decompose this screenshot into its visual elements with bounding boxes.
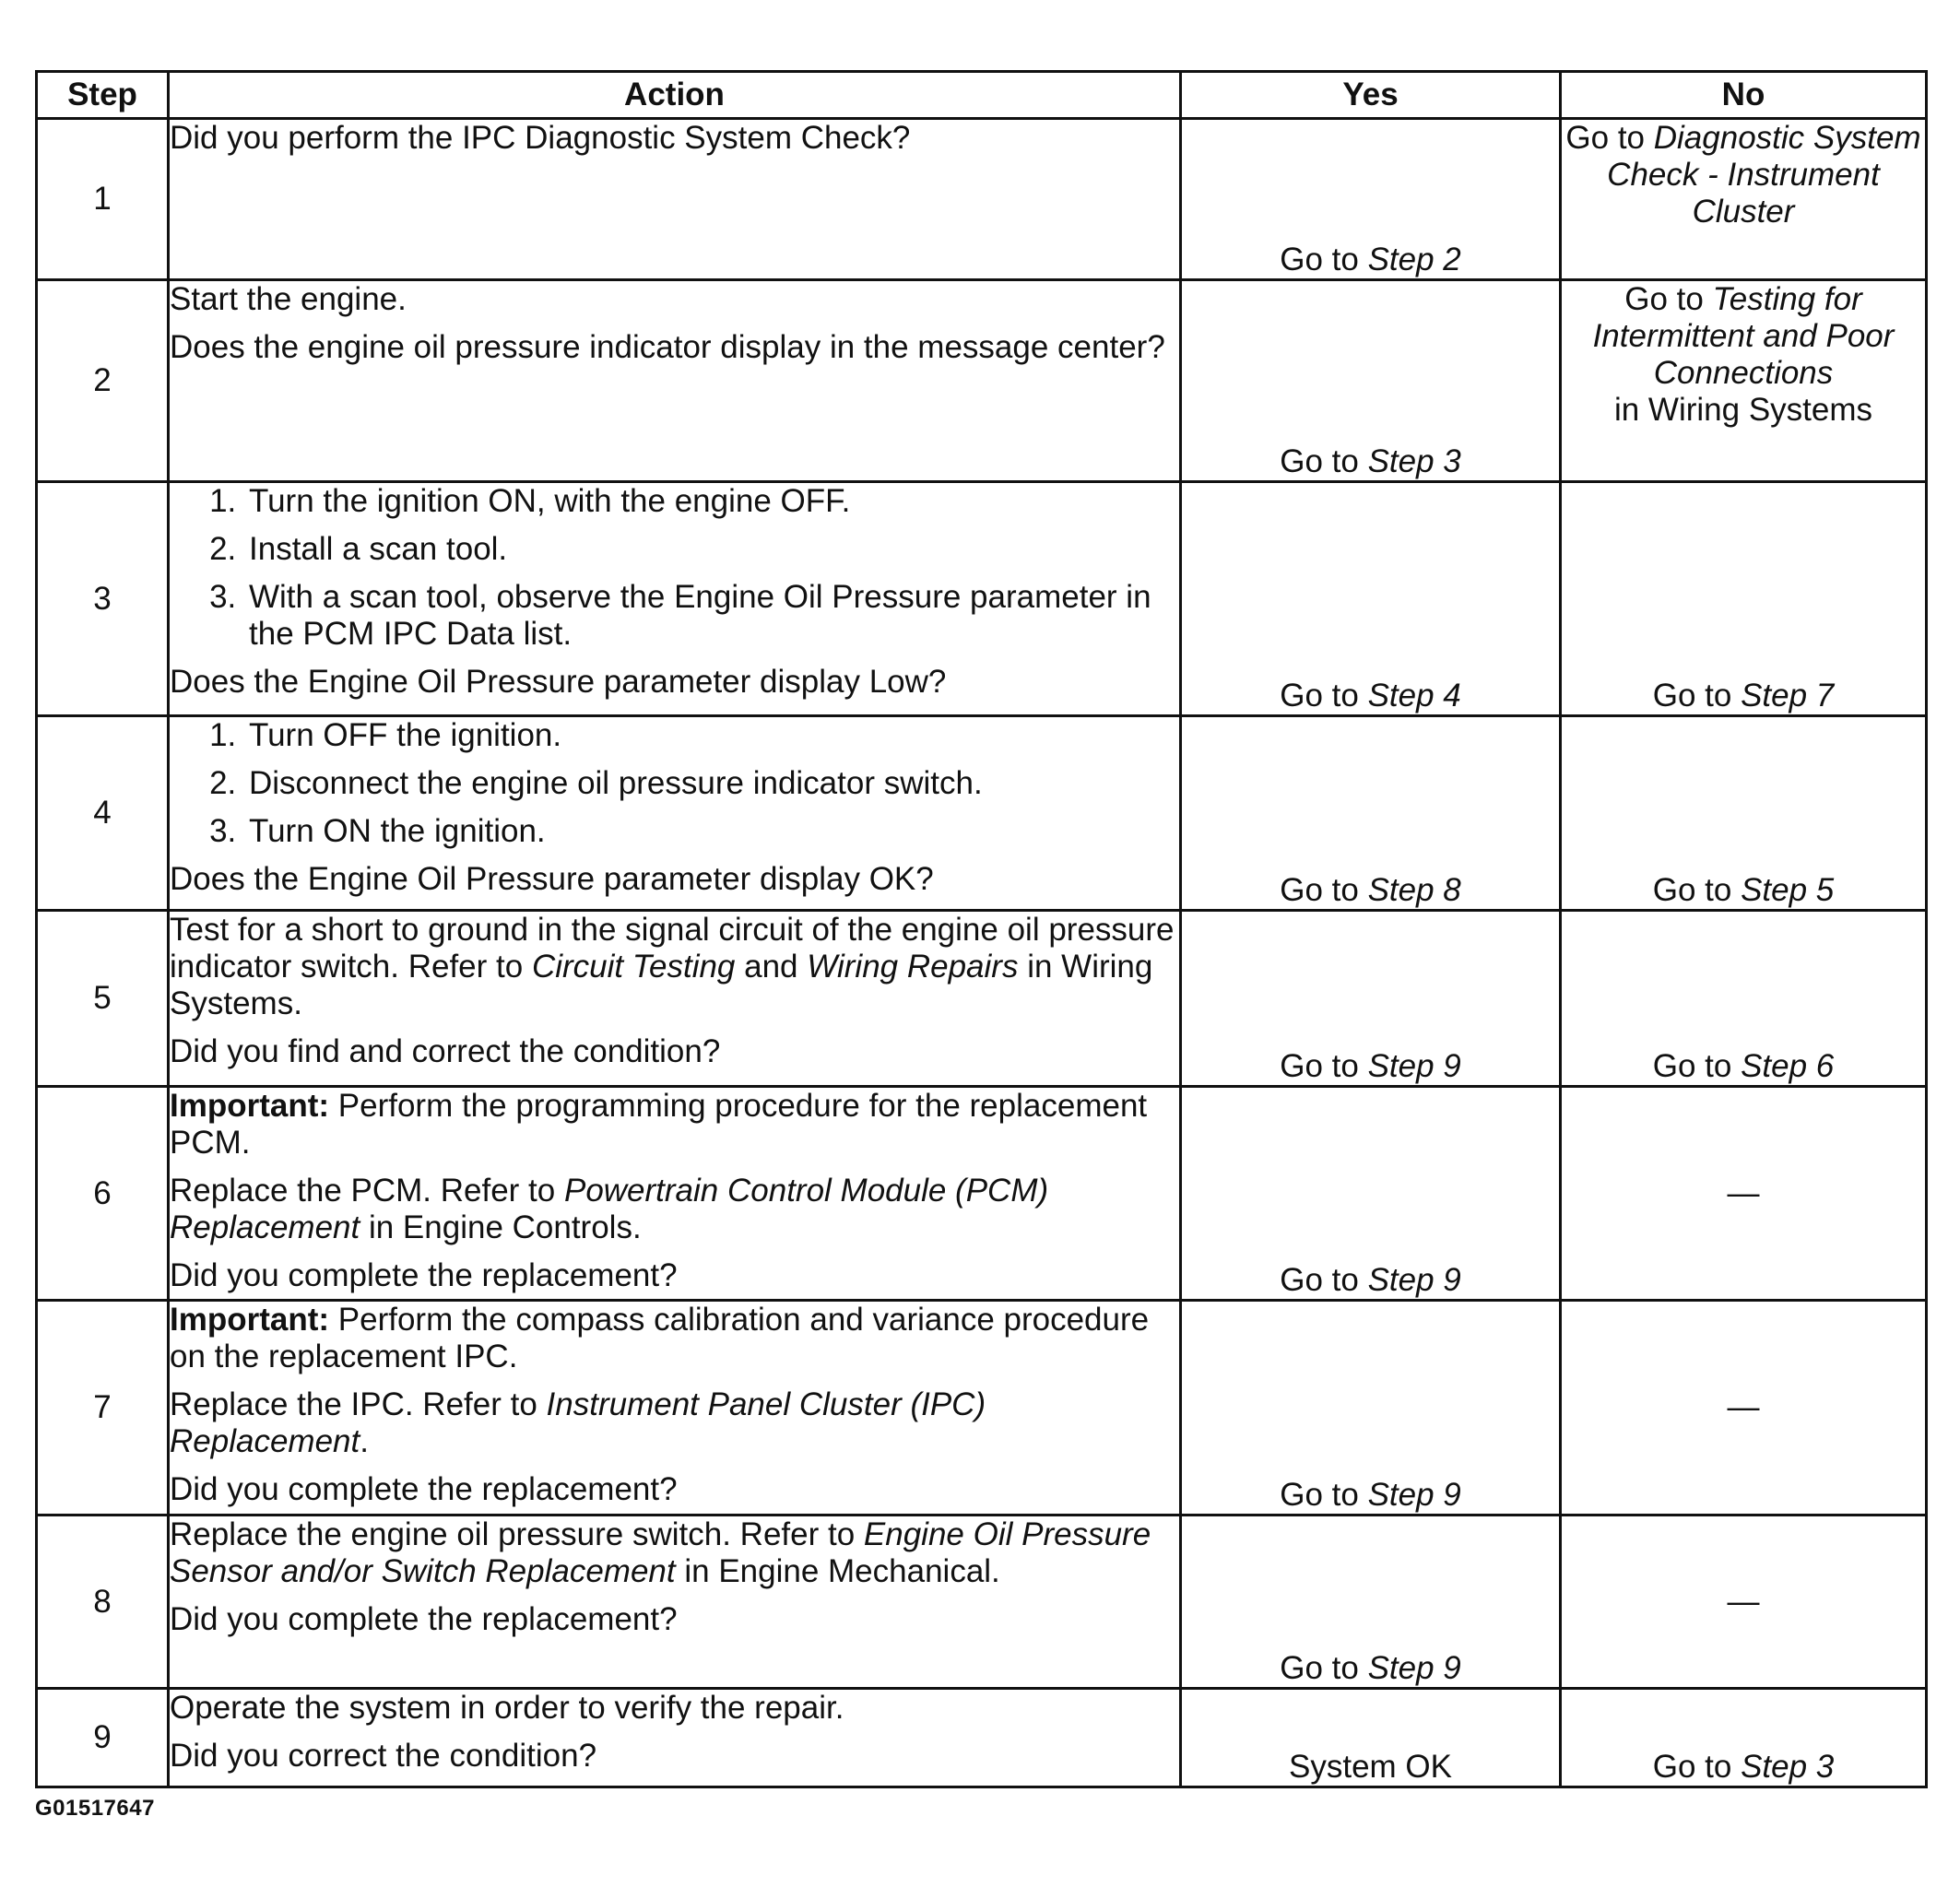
no-step-ref: Step 6	[1741, 1048, 1835, 1084]
substep-item: 3. With a scan tool, observe the Engine Oil Pressure parameter in the PCM IPC Data list.	[245, 579, 1179, 653]
text-run: in Engine Controls.	[360, 1209, 642, 1245]
action-cell	[169, 1087, 1181, 1301]
action-question: Does the Engine Oil Pressure parameter display Low?	[170, 664, 947, 700]
yes-prefix: Go to	[1280, 1650, 1368, 1686]
no-step-ref: Step 3	[1741, 1749, 1835, 1785]
substep-item: 2. Disconnect the engine oil pressure indicator switch.	[245, 765, 1179, 802]
yes-prefix: Go to	[1280, 443, 1368, 479]
step-number: 7	[37, 1301, 169, 1515]
yes-prefix: Go to	[1280, 872, 1368, 908]
no-prefix: Go to	[1652, 872, 1742, 908]
table-row	[37, 1087, 1927, 1301]
text-run: Replace the engine oil pressure switch. Refer to	[170, 1516, 864, 1552]
no-cell	[1561, 482, 1927, 716]
yes-step-ref: Step 2	[1367, 242, 1461, 277]
table-row	[37, 482, 1927, 716]
yes-cell	[1181, 280, 1561, 482]
action-question: Does the engine oil pressure indicator display in the message center?	[170, 329, 1165, 365]
action-question: Does the Engine Oil Pressure parameter display OK?	[170, 861, 934, 897]
yes-step-ref: Step 3	[1367, 443, 1461, 479]
yes-step-ref: Step 9	[1367, 1262, 1461, 1298]
action-text: Operate the system in order to verify the repair.	[170, 1690, 844, 1726]
no-step-ref: Step 5	[1741, 872, 1835, 908]
yes-cell	[1181, 1087, 1561, 1301]
step-number: 3	[37, 482, 169, 716]
reference-link: Instrument Panel Cluster (IPC) Replacement	[170, 1386, 986, 1459]
action-text	[170, 1516, 1179, 1590]
yes-cell	[1181, 911, 1561, 1087]
action-cell	[169, 280, 1181, 482]
action-cell	[169, 1515, 1181, 1689]
table-row	[37, 1689, 1927, 1787]
step-number: 6	[37, 1087, 169, 1301]
action-cell	[169, 482, 1181, 716]
yes-prefix: Go to	[1280, 678, 1368, 714]
action-text: Did you perform the IPC Diagnostic System Check?	[170, 120, 911, 156]
step-number: 2	[37, 280, 169, 482]
yes-cell	[1181, 482, 1561, 716]
yes-prefix: Go to	[1280, 1477, 1368, 1513]
action-cell	[169, 716, 1181, 911]
yes-step-ref: Step 9	[1367, 1048, 1461, 1084]
substep-list	[170, 717, 1179, 850]
no-cell: —	[1561, 1087, 1927, 1301]
header-yes: Yes	[1181, 72, 1561, 119]
no-prefix: Go to	[1652, 1048, 1742, 1084]
action-cell	[169, 119, 1181, 280]
yes-step-ref: Step 8	[1367, 872, 1461, 908]
important-label: Important:	[170, 1088, 330, 1124]
step-number: 8	[37, 1515, 169, 1689]
reference-link: Wiring Repairs	[807, 949, 1019, 985]
no-reference: Diagnostic System Check - Instrument Cluster	[1607, 120, 1921, 230]
reference-link: Circuit Testing	[531, 949, 736, 985]
substep-item: 3. Turn ON the ignition.	[245, 813, 1179, 850]
text-run: Replace the PCM. Refer to	[170, 1173, 564, 1209]
substep-item: 1. Turn the ignition ON, with the engine OFF.	[245, 483, 1179, 520]
figure-id: G01517647	[35, 1796, 155, 1821]
text-run: Perform the compass calibration and variance procedure on the replacement IPC.	[170, 1302, 1150, 1374]
no-suffix: in Wiring Systems	[1613, 392, 1873, 428]
text-run: and	[735, 949, 808, 985]
table-row	[37, 716, 1927, 911]
step-number: 9	[37, 1689, 169, 1787]
header-row	[37, 72, 1927, 119]
action-cell	[169, 1689, 1181, 1787]
important-note	[170, 1302, 1179, 1375]
substep-list	[170, 483, 1179, 653]
yes-cell	[1181, 1515, 1561, 1689]
text-run: Replace the IPC. Refer to	[170, 1386, 547, 1422]
yes-step-ref: Step 9	[1367, 1650, 1461, 1686]
table-row	[37, 1515, 1927, 1689]
no-prefix: Go to	[1652, 678, 1742, 714]
no-prefix: Go to	[1652, 1749, 1742, 1785]
substep-item: 1. Turn OFF the ignition.	[245, 717, 1179, 754]
no-reference: Testing for Intermittent and Poor Connections	[1592, 281, 1895, 391]
action-text	[170, 1173, 1179, 1246]
text-run: Test for a short to ground in the signal circuit of the engine oil pressure indicator switch. Refer to	[170, 912, 1175, 985]
no-cell	[1561, 716, 1927, 911]
table-row	[37, 911, 1927, 1087]
action-question: Did you complete the replacement?	[170, 1601, 678, 1637]
action-question: Did you complete the replacement?	[170, 1257, 678, 1293]
no-cell: —	[1561, 1515, 1927, 1689]
header-no: No	[1561, 72, 1927, 119]
yes-prefix: Go to	[1280, 242, 1368, 277]
table-row	[37, 1301, 1927, 1515]
action-cell	[169, 911, 1181, 1087]
yes-prefix: Go to	[1280, 1262, 1368, 1298]
no-step-ref: Step 7	[1741, 678, 1835, 714]
action-text	[170, 1386, 1179, 1460]
diagnostic-table	[35, 70, 1928, 1788]
table-row	[37, 119, 1927, 280]
action-text	[170, 912, 1179, 1022]
no-cell: —	[1561, 1301, 1927, 1515]
text-run: in Engine Mechanical.	[675, 1553, 1000, 1589]
yes-cell	[1181, 716, 1561, 911]
header-step: Step	[37, 72, 169, 119]
action-question: Did you complete the replacement?	[170, 1471, 678, 1507]
table-row	[37, 280, 1927, 482]
no-cell	[1561, 280, 1927, 482]
important-label: Important:	[170, 1302, 330, 1338]
action-question: Did you find and correct the condition?	[170, 1033, 721, 1069]
action-text: Start the engine.	[170, 281, 407, 317]
yes-cell	[1181, 119, 1561, 280]
yes-prefix: Go to	[1280, 1048, 1368, 1084]
yes-cell: System OK	[1181, 1689, 1561, 1787]
no-cell	[1561, 1689, 1927, 1787]
action-question: Did you correct the condition?	[170, 1738, 597, 1774]
text-run: Perform the programming procedure for the replacement PCM.	[170, 1088, 1148, 1161]
substep-item: 2. Install a scan tool.	[245, 531, 1179, 568]
no-cell	[1561, 119, 1927, 280]
yes-step-ref: Step 4	[1367, 678, 1461, 714]
no-prefix: Go to	[1624, 281, 1713, 317]
step-number: 1	[37, 119, 169, 280]
step-number: 5	[37, 911, 169, 1087]
step-number: 4	[37, 716, 169, 911]
no-cell	[1561, 911, 1927, 1087]
reference-link: Powertrain Control Module (PCM) Replacement	[170, 1173, 1049, 1245]
yes-step-ref: Step 9	[1367, 1477, 1461, 1513]
no-prefix: Go to	[1565, 120, 1654, 156]
yes-cell	[1181, 1301, 1561, 1515]
important-note	[170, 1088, 1179, 1162]
action-cell	[169, 1301, 1181, 1515]
text-run: in Wiring Systems.	[170, 949, 1153, 1021]
reference-link: Engine Oil Pressure Sensor and/or Switch Replacement	[170, 1516, 1151, 1589]
header-action: Action	[169, 72, 1181, 119]
text-run: .	[360, 1423, 369, 1459]
